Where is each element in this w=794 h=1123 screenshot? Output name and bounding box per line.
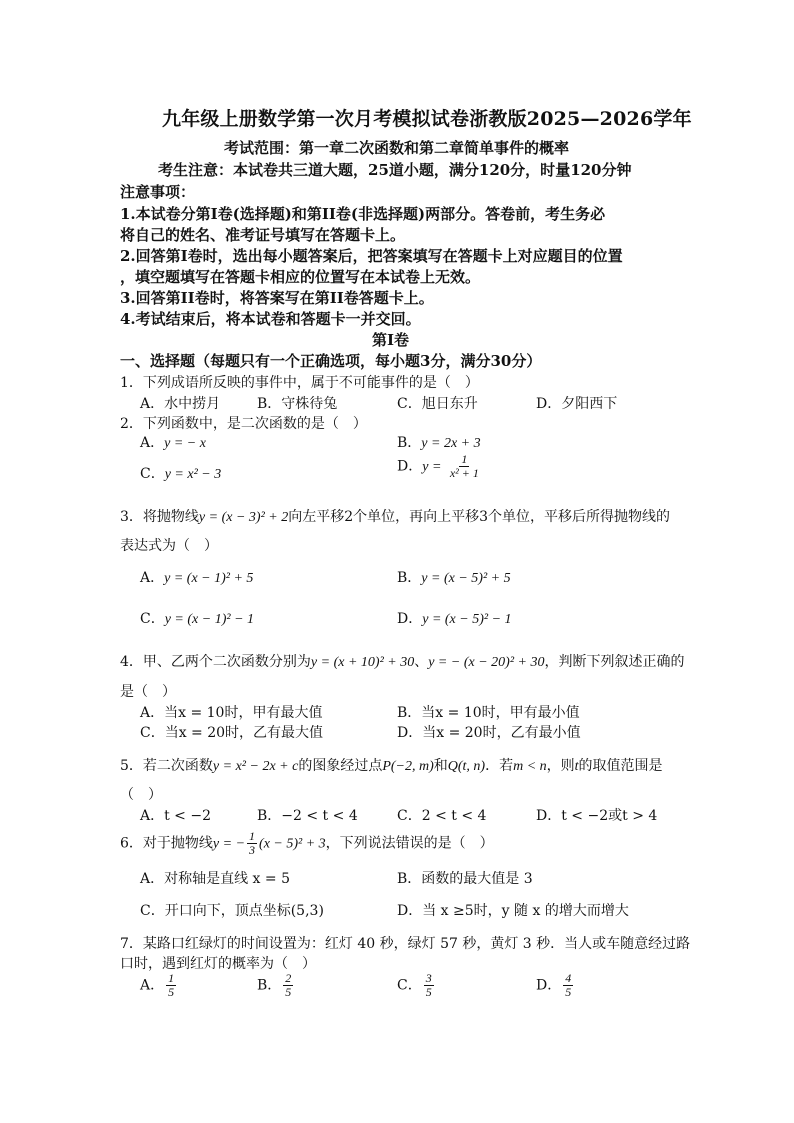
question-3-stem-line1 xyxy=(120,506,670,526)
q7-option-b xyxy=(257,972,295,999)
q4-option-a: A．当x = 10时，甲有最大值 xyxy=(140,705,323,721)
question-7-stem-line1: 7．某路口红绿灯的时间设置为：红灯 40 秒，绿灯 57 秒，黄灯 3 秒．当人或车随意经过路 xyxy=(120,936,691,952)
question-1-stem: 1．下列成语所反映的事件中，属于不可能事件的是（ ） xyxy=(120,375,479,391)
q3-option-b-expr: y = (x − 5)² + 5 xyxy=(421,571,511,586)
q5-option-a: A．t < −2 xyxy=(140,808,212,824)
instruction-line: 将自己的姓名、准考证号填写在答题卡上。 xyxy=(120,226,406,244)
q5-variable-t: t xyxy=(574,759,579,774)
question-4-stem-line2: 是（ ） xyxy=(120,684,176,700)
q2-option-b-expr: y = 2x + 3 xyxy=(421,436,481,451)
fraction-denominator: 3 xyxy=(249,843,256,857)
fraction-numerator: 1 xyxy=(168,971,175,985)
q5-stem-text: 5．若二次函数 xyxy=(120,758,213,774)
section-heading: 一、选择题（每题只有一个正确选项，每小题3分，满分30分） xyxy=(120,352,542,370)
q3-stem-text: 向左平移2个单位，再向上平移3个单位，平移后所得抛物线的 xyxy=(288,509,671,525)
q7-option-b-fraction xyxy=(283,972,293,999)
question-3-stem-line2: 表达式为（ ） xyxy=(120,538,218,554)
question-4-stem-line1 xyxy=(120,651,684,671)
fraction-numerator: 3 xyxy=(425,971,432,985)
fraction-denominator: x² + 1 xyxy=(449,466,479,480)
fraction-denominator: 5 xyxy=(425,985,432,999)
q2-option-c-expr: y = x² − 3 xyxy=(164,467,222,482)
q7-option-c-label: C． xyxy=(397,977,422,994)
q2-option-c xyxy=(140,463,221,483)
q5-stem-text: 的图象经过点 xyxy=(298,758,383,774)
q4-option-b: B．当x = 10时，甲有最小值 xyxy=(397,705,580,721)
q7-option-a xyxy=(140,972,178,999)
q6-option-d: D．当 x ≥5时，y 随 x 的增大而增大 xyxy=(397,903,629,919)
fraction-denominator: 5 xyxy=(285,985,292,999)
q5-option-c: C．2 < t < 4 xyxy=(397,808,487,824)
q4-function-jia: y = (x + 10)² + 30 xyxy=(310,655,415,670)
q6-option-a: A．对称轴是直线 x = 5 xyxy=(140,871,290,887)
q5-condition: m < n xyxy=(513,759,547,774)
q1-option-a: A．水中捞月 xyxy=(140,396,221,412)
q3-option-c xyxy=(140,608,254,628)
q2-option-a-expr: y = − x xyxy=(164,436,206,451)
q3-stem-text: 3．将抛物线 xyxy=(120,509,199,525)
q2-option-c-label: C． xyxy=(140,466,165,482)
q7-option-d xyxy=(536,972,575,999)
q5-stem-text: 和 xyxy=(433,758,448,774)
fraction-numerator: 1 xyxy=(249,829,256,843)
q3-parabola-expr: y = (x − 3)² + 2 xyxy=(198,510,289,525)
q4-option-d: D．当x = 20时，乙有最小值 xyxy=(397,725,581,741)
q6-expr-lhs: y = − xyxy=(212,836,246,852)
q3-option-c-expr: y = (x − 1)² − 1 xyxy=(164,612,255,627)
q6-option-c: C．开口向下，顶点坐标(5,3) xyxy=(140,903,324,919)
q6-expr-fraction xyxy=(247,830,257,857)
q4-stem-text: 、 xyxy=(414,654,429,670)
fraction-numerator: 1 xyxy=(461,452,468,466)
q3-option-c-label: C． xyxy=(140,611,165,627)
q5-option-d: D．t < −2或t > 4 xyxy=(536,808,658,824)
q1-option-c: C．旭日东升 xyxy=(397,396,478,412)
q5-point-q: Q(t, n) xyxy=(447,759,486,774)
exam-scope: 考试范围：第一章二次函数和第二章简单事件的概率 xyxy=(224,139,570,157)
q3-option-d-label: D． xyxy=(397,611,423,627)
q2-option-d-lhs: y = xyxy=(422,459,442,475)
q5-stem-text: ．若 xyxy=(485,758,514,774)
exam-notice: 考生注意：本试卷共三道大题，25道小题，满分120分，时量120分钟 xyxy=(158,161,632,179)
question-6-stem xyxy=(120,830,494,857)
q2-option-d xyxy=(397,453,483,480)
instructions-heading: 注意事项： xyxy=(120,183,196,201)
q7-option-c xyxy=(397,972,436,999)
q3-option-b-label: B． xyxy=(397,570,422,586)
q7-option-d-fraction xyxy=(563,972,573,999)
question-5-stem-line1 xyxy=(120,755,663,775)
q5-stem-text: ，则 xyxy=(546,758,575,774)
fraction-denominator: 5 xyxy=(565,985,572,999)
q5-point-p: P(−2, m) xyxy=(382,759,434,774)
instruction-line: ，填空题填写在答题卡相应的位置写在本试卷上无效。 xyxy=(120,268,481,286)
q6-stem-text: 6．对于抛物线 xyxy=(120,835,213,852)
q6-option-b: B．函数的最大值是 3 xyxy=(397,871,533,887)
q4-function-yi: y = − (x − 20)² + 30 xyxy=(428,655,545,670)
q1-option-d: D．夕阳西下 xyxy=(536,396,618,412)
question-5-stem-line2: （ ） xyxy=(120,787,162,803)
q2-option-d-label: D． xyxy=(397,458,423,475)
q7-option-d-label: D． xyxy=(536,977,562,994)
q7-option-a-fraction xyxy=(166,972,176,999)
question-2-stem: 2．下列函数中，是二次函数的是（ ） xyxy=(120,416,367,432)
q6-expr-rhs: (x − 5)² + 3 xyxy=(259,836,326,852)
volume-title: 第Ⅰ卷 xyxy=(372,331,410,349)
q3-option-a-label: A． xyxy=(140,570,165,586)
question-7-stem-line2: 口时，遇到红灯的概率为（ ） xyxy=(120,956,316,972)
fraction-numerator: 4 xyxy=(565,971,572,985)
q1-option-b: B．守株待兔 xyxy=(257,396,338,412)
q7-option-c-fraction xyxy=(424,972,434,999)
q2-option-a-label: A． xyxy=(140,435,165,451)
q2-option-a xyxy=(140,432,206,452)
q5-option-b: B．−2 < t < 4 xyxy=(257,808,358,824)
q5-function-expr: y = x² − 2x + c xyxy=(212,759,299,774)
q2-option-b xyxy=(397,432,481,452)
q5-stem-text: 的取值范围是 xyxy=(578,758,663,774)
q3-option-a-expr: y = (x − 1)² + 5 xyxy=(164,571,254,586)
q2-option-b-label: B． xyxy=(397,435,422,451)
q4-stem-text: ，判断下列叙述正确的 xyxy=(544,654,685,670)
q3-option-b xyxy=(397,567,511,587)
q4-option-c: C．当x = 20时，乙有最大值 xyxy=(140,725,324,741)
instruction-line: 2.回答第Ⅰ卷时，选出每小题答案后，把答案填写在答题卡上对应题目的位置 xyxy=(120,247,623,265)
instruction-line: 4.考试结束后，将本试卷和答题卡一并交回。 xyxy=(120,310,421,328)
instruction-line: 3.回答第II卷时，将答案写在第II卷答题卡上。 xyxy=(120,289,434,307)
q7-option-b-label: B． xyxy=(257,977,282,994)
instruction-line: 1.本试卷分第Ⅰ卷(选择题)和第II卷(非选择题)两部分。答卷前，考生务必 xyxy=(120,205,606,223)
exam-title: 九年级上册数学第一次月考模拟试卷浙教版2025—2026学年 xyxy=(162,108,692,130)
fraction-numerator: 2 xyxy=(285,971,292,985)
q3-option-a xyxy=(140,567,253,587)
q6-stem-text: ，下列说法错误的是（ ） xyxy=(325,835,494,852)
q3-option-d-expr: y = (x − 5)² − 1 xyxy=(422,612,512,627)
q2-option-d-fraction xyxy=(448,453,481,480)
q7-option-a-label: A． xyxy=(140,977,165,994)
q3-option-d xyxy=(397,608,512,628)
q4-stem-text: 4．甲、乙两个二次函数分别为 xyxy=(120,654,311,670)
fraction-denominator: 5 xyxy=(168,985,175,999)
